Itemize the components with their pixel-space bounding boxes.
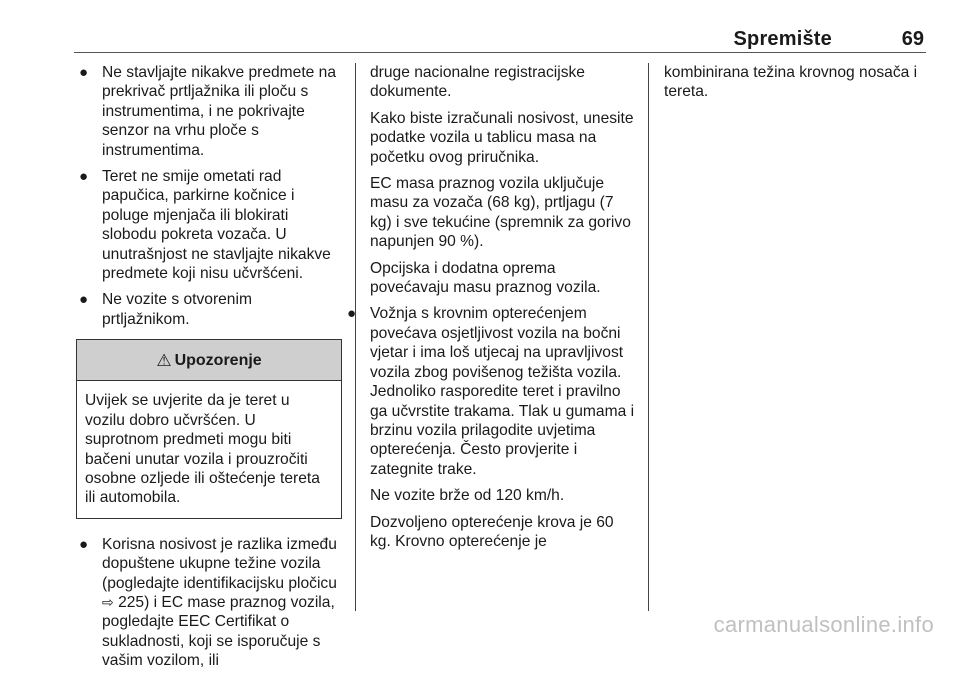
column-1 [76, 63, 342, 678]
section-title: Spremište [733, 28, 832, 50]
paragraph: Ne vozite brže od 120 km/h. [370, 487, 565, 505]
column-3 [664, 63, 924, 109]
warning-triangle-icon: ⚠ [156, 350, 172, 370]
warning-box [76, 339, 342, 518]
list-item-text: Ne vozite s otvorenim prtljažnikom. [102, 291, 252, 328]
page-header [74, 26, 926, 53]
list-item-text: Vožnja s krovnim opterećenjem povećava osjetljivost vozila na bočni vjetar i ima loš utjecaj na upravljivost vozila zbog povišenog težišta vozila. Jednoliko rasporedite teret i pravilno ga učvrstite trakama. Tlak u gumama i brzinu vozila prilagodite uvjetima opterećenja. Često provjerite i zategnite trake. [370, 305, 635, 478]
list-item-text-part: ) i EC mase praznog vozila, pogledajte EEC Certifikat o sukladnosti, koji se isporučuje s vašim vozilom, ili [102, 593, 335, 670]
paragraph: druge nacionalne registracijske dokumente. [370, 64, 585, 101]
list-item [76, 290, 342, 329]
warning-title: Upozorenje [174, 351, 262, 369]
bullet-icon: ● [79, 291, 89, 309]
page-number: 69 [901, 28, 924, 50]
paragraph: Dozvoljeno opterećenje krova je 60 kg. Krovno opterećenje je [370, 513, 614, 550]
column-divider-2 [648, 63, 649, 611]
list-item [76, 535, 342, 671]
warning-header [77, 340, 341, 381]
paragraph: kombinirana težina krovnog nosača i tereta. [664, 64, 918, 101]
paragraph: Kako biste izračunali nosivost, unesite podatke vozila u tablicu masa na početku ovog priručnika. [370, 109, 634, 166]
warning-text: Uvijek se uvjerite da je teret u vozilu dobro učvršćen. U suprotnom predmeti mogu biti bačeni unutar vozila i prouzročiti osobne ozljede ili oštećenje tereta ili automobila. [85, 392, 320, 507]
page-reference-arrow-icon: ⇨ [102, 593, 114, 610]
bullet-icon: ● [79, 168, 89, 186]
bullet-icon: ● [79, 535, 89, 553]
list-item [344, 304, 636, 479]
list-item [76, 63, 342, 160]
list-item [76, 167, 342, 283]
page-reference[interactable]: 225 [118, 593, 145, 611]
bullet-icon: ● [79, 64, 89, 81]
paragraph: Opcijska i dodatna oprema povećavaju masu praznog vozila. [370, 259, 601, 297]
column-2 [347, 63, 636, 558]
list-item-text: Teret ne smije ometati rad papučica, parkirne kočnice i poluge mjenjača ili blokirati slobodu pokreta vozača. U unutrašnjost ne stavljajte nikakve predmete koji nisu učvršćeni. [102, 168, 331, 283]
paragraph: EC masa praznog vozila uključuje masu za vozača (68 kg), prtljagu (7 kg) i sve tekućine (spremnik za gorivo napunjen 90 %). [370, 175, 631, 251]
list-item-text-part: Korisna nosivost je razlika između dopuštene ukupne težine vozila (pogledajte identifikacijsku pločicu [102, 535, 337, 592]
watermark: carmanualsonline.info [713, 612, 934, 637]
bullet-icon: ● [347, 305, 357, 323]
list-item-text: Ne stavljajte nikakve predmete na prekrivač prtljažnika ili ploču s instrumentima, i ne pokrivajte senzor na vrhu ploče s instrumentima. [102, 64, 337, 159]
